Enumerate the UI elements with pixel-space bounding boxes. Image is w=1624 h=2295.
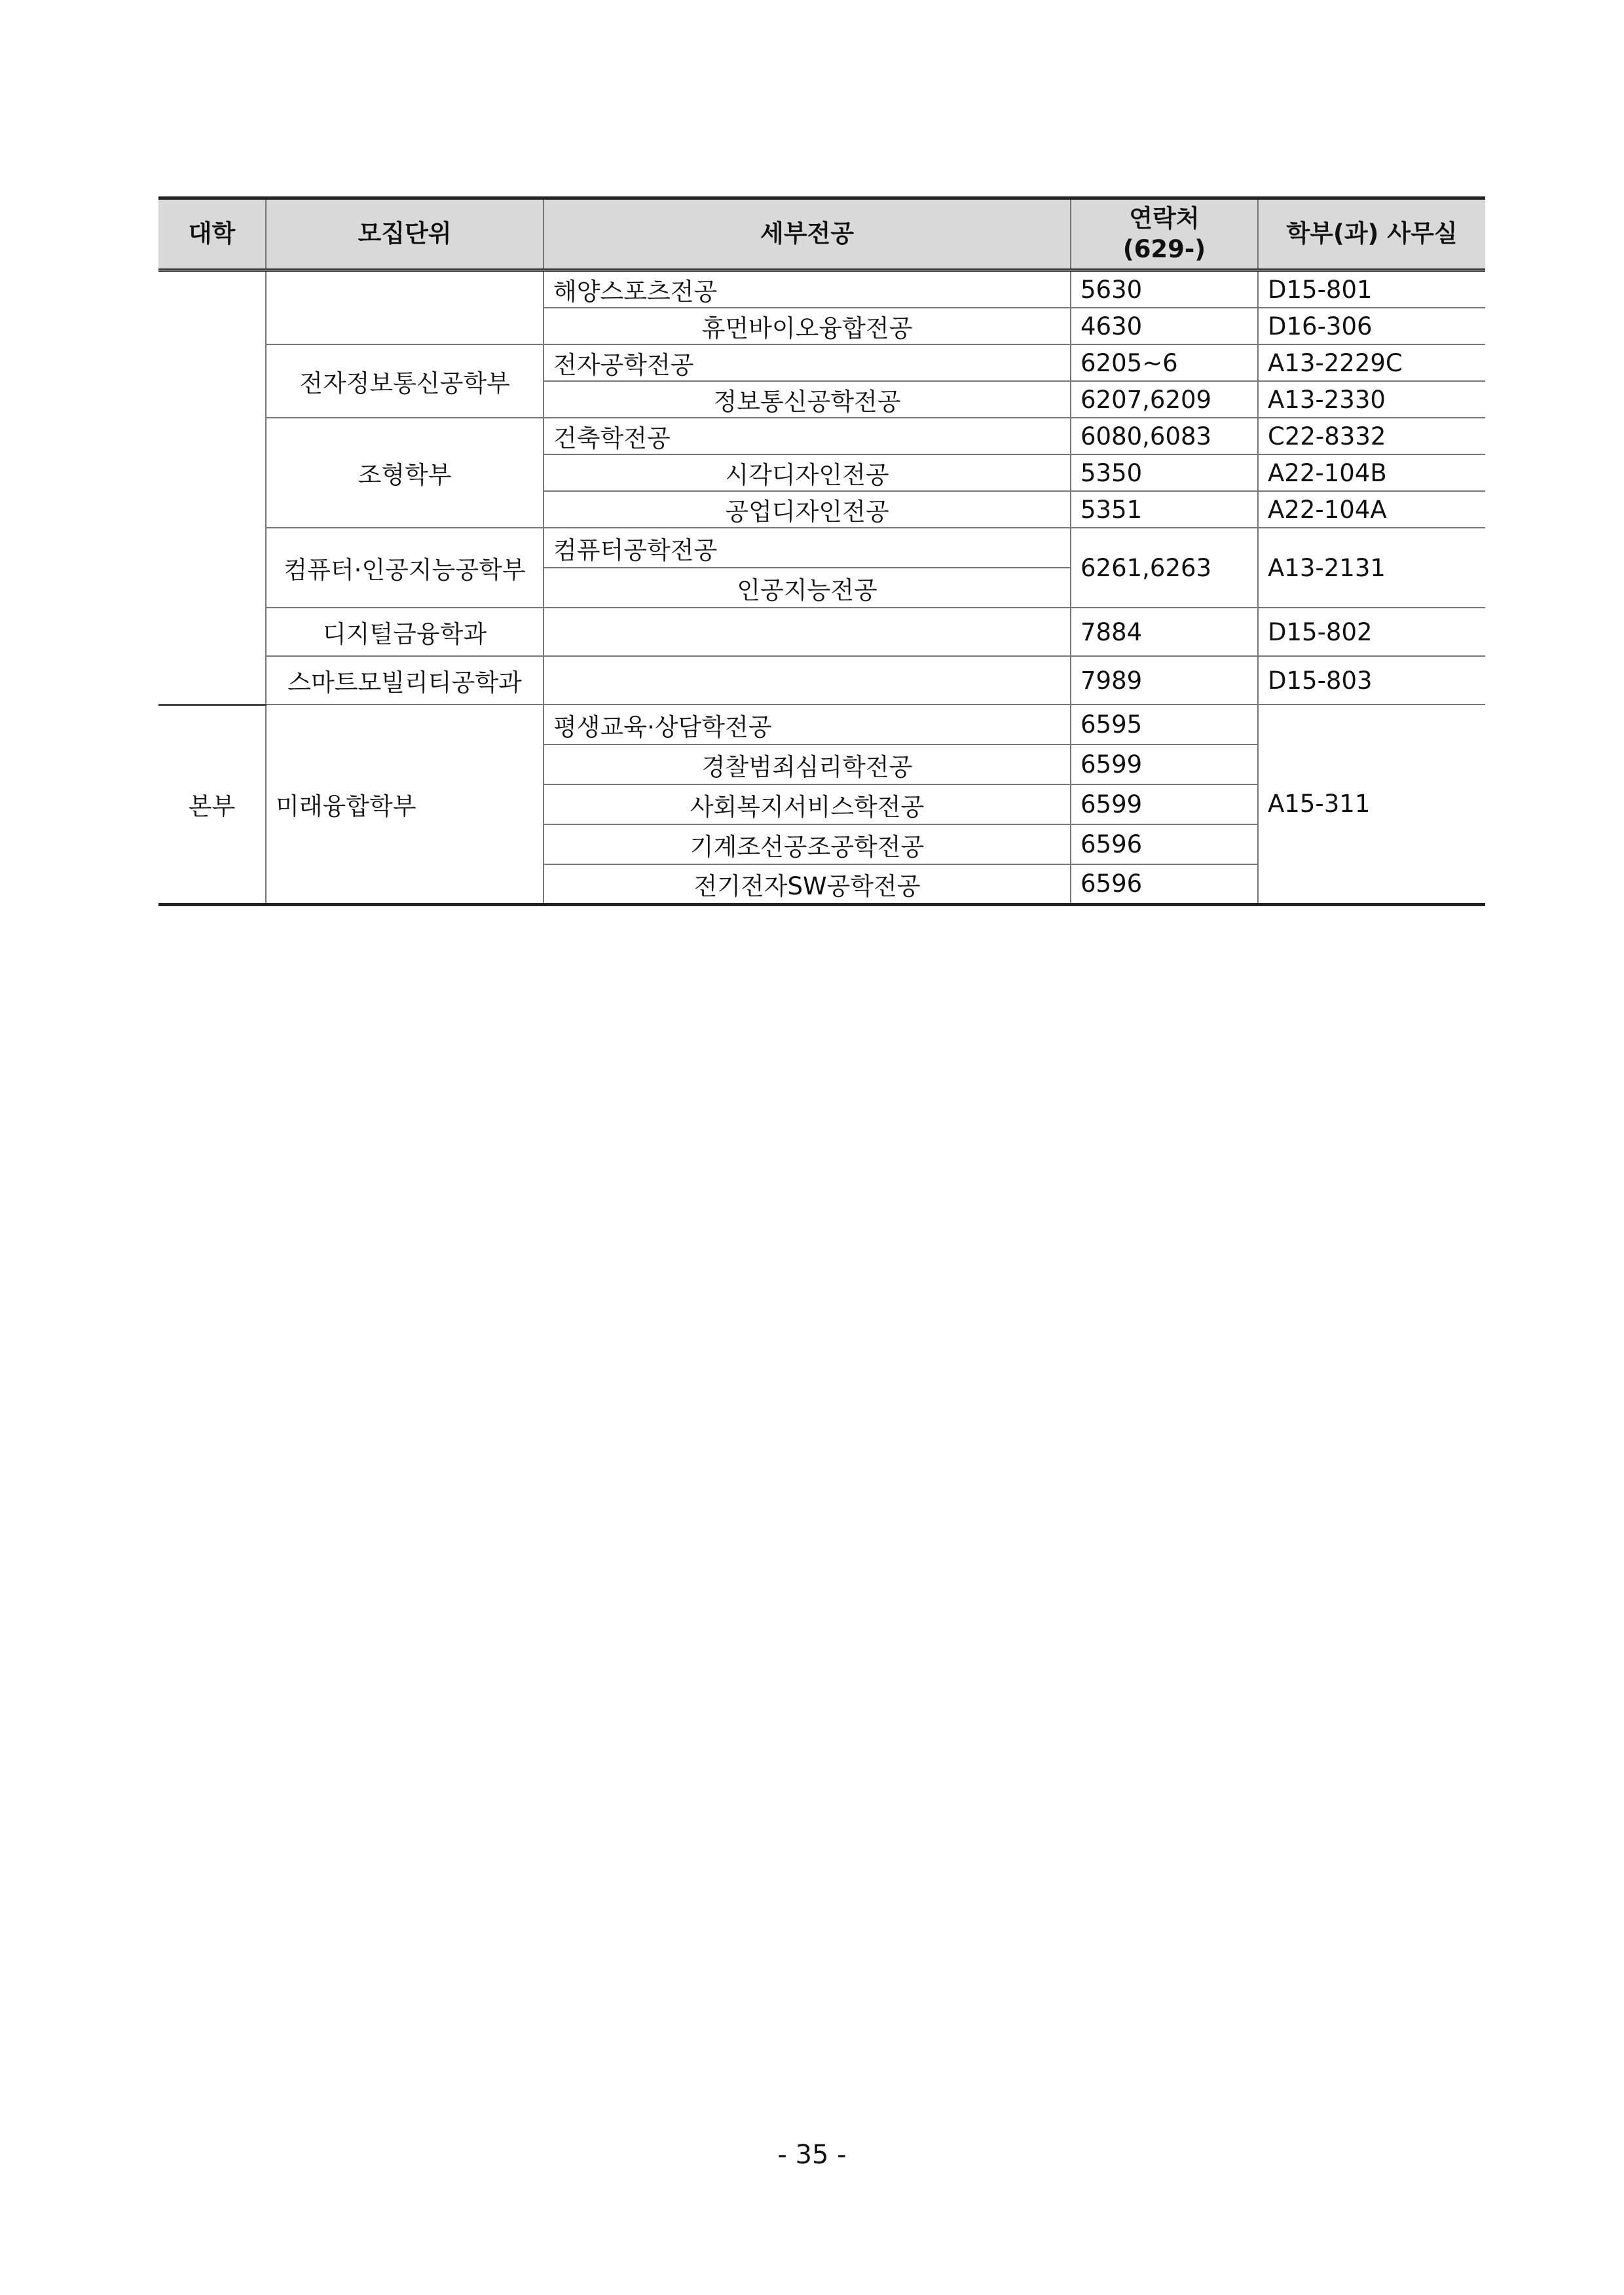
contact-cell: 7989 <box>1071 656 1258 705</box>
header-unit: 모집단위 <box>266 198 544 270</box>
header-contact <box>1071 198 1258 270</box>
contact-cell: 4630 <box>1071 308 1258 344</box>
contact-cell: 6599 <box>1071 784 1258 824</box>
unit-cell: 조형학부 <box>266 418 544 528</box>
table-row <box>158 528 1485 568</box>
major-cell: 건축학전공 <box>544 418 1071 454</box>
contact-cell: 5350 <box>1071 454 1258 491</box>
major-cell: 전자공학전공 <box>544 344 1071 381</box>
unit-cell: 미래융합학부 <box>266 705 544 904</box>
contact-cell: 6080,6083 <box>1071 418 1258 454</box>
unit-cell <box>266 270 544 345</box>
table-row <box>158 418 1485 454</box>
office-cell: D15-801 <box>1258 270 1485 308</box>
office-cell: A22-104B <box>1258 454 1485 491</box>
office-cell: C22-8332 <box>1258 418 1485 454</box>
major-cell: 전기전자SW공학전공 <box>544 864 1071 904</box>
major-cell <box>544 608 1071 656</box>
major-cell: 정보통신공학전공 <box>544 381 1071 418</box>
major-cell: 기계조선공조공학전공 <box>544 824 1071 864</box>
header-major: 세부전공 <box>544 198 1071 270</box>
office-cell: A22-104A <box>1258 491 1485 528</box>
major-cell: 공업디자인전공 <box>544 491 1071 528</box>
contact-cell: 6599 <box>1071 744 1258 784</box>
office-cell: A15-311 <box>1258 705 1485 904</box>
unit-cell: 스마트모빌리티공학과 <box>266 656 544 705</box>
unit-cell: 컴퓨터·인공지능공학부 <box>266 528 544 608</box>
major-cell: 평생교육·상담학전공 <box>544 705 1071 744</box>
contact-cell: 5630 <box>1071 270 1258 308</box>
office-cell: D15-802 <box>1258 608 1485 656</box>
contact-cell: 6207,6209 <box>1071 381 1258 418</box>
table-header-row <box>158 198 1485 270</box>
page-number: - 35 - <box>777 2140 847 2170</box>
unit-cell: 전자정보통신공학부 <box>266 344 544 418</box>
major-cell: 휴먼바이오융합전공 <box>544 308 1071 344</box>
table-row <box>158 656 1485 705</box>
major-cell: 해양스포츠전공 <box>544 270 1071 308</box>
header-office: 학부(과) 사무실 <box>1258 198 1485 270</box>
contact-cell: 6205~6 <box>1071 344 1258 381</box>
office-cell: D16-306 <box>1258 308 1485 344</box>
contact-cell: 7884 <box>1071 608 1258 656</box>
contact-cell: 6596 <box>1071 864 1258 904</box>
header-contact-line2: (629-) <box>1122 234 1206 263</box>
office-cell: D15-803 <box>1258 656 1485 705</box>
contact-cell: 6595 <box>1071 705 1258 744</box>
major-cell: 시각디자인전공 <box>544 454 1071 491</box>
major-cell: 경찰범죄심리학전공 <box>544 744 1071 784</box>
table-row <box>158 608 1485 656</box>
department-contact-table <box>158 196 1485 906</box>
college-cell <box>158 270 266 705</box>
contact-cell: 6261,6263 <box>1071 528 1258 608</box>
major-cell: 인공지능전공 <box>544 568 1071 608</box>
office-cell: A13-2330 <box>1258 381 1485 418</box>
major-cell: 사회복지서비스학전공 <box>544 784 1071 824</box>
office-cell: A13-2131 <box>1258 528 1485 608</box>
contact-cell: 5351 <box>1071 491 1258 528</box>
unit-cell: 디지털금융학과 <box>266 608 544 656</box>
table-row <box>158 344 1485 381</box>
major-cell: 컴퓨터공학전공 <box>544 528 1071 568</box>
header-contact-line1: 연락처 <box>1129 204 1200 233</box>
college-cell: 본부 <box>158 705 266 904</box>
header-college: 대학 <box>158 198 266 270</box>
table-row <box>158 705 1485 744</box>
contact-cell: 6596 <box>1071 824 1258 864</box>
office-cell: A13-2229C <box>1258 344 1485 381</box>
major-cell <box>544 656 1071 705</box>
table-row <box>158 270 1485 308</box>
